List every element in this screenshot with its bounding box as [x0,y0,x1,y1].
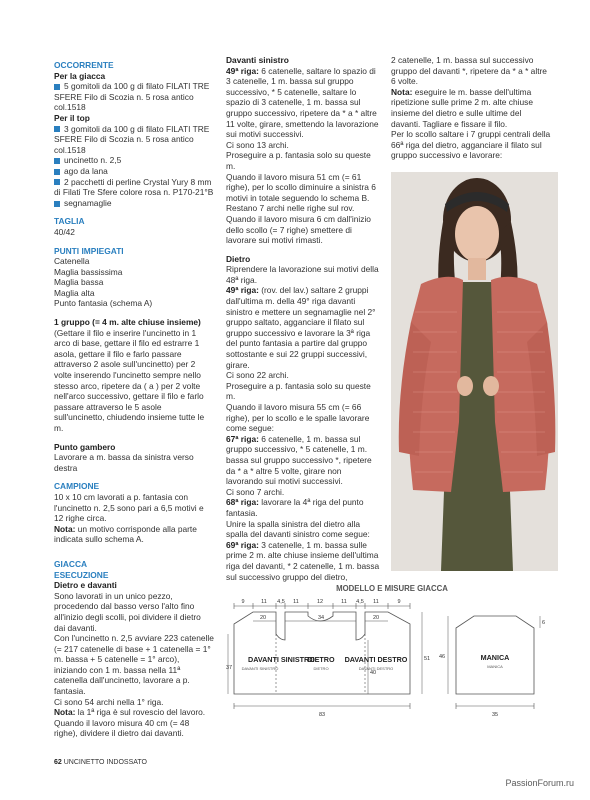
magazine-name: UNCINETTO INDOSSATO [63,759,147,766]
sub-davanti-destro: DAVANTI DESTRO [358,666,394,671]
body-text: Unire la spalla sinistra del dietro alla spalla del davanti sinistro come segue: [226,518,370,540]
campione-nota: Nota: un motivo corrisponde alla parte indicata sullo schema A. [54,523,197,545]
sleeve-height-measure: 46 [439,654,446,660]
needle-item: ago da lana [54,166,214,177]
giacca-yarn: 5 gomitoli da 100 g di filato FILATI TRE SFERE Filo di Scozia n. 5 rosa antico col.1518 [54,81,210,113]
body-text: Proseguire a p. fantasia solo su queste m. [226,380,371,402]
body-outline [234,612,410,694]
occorrente-title: OCCORRENTE [54,60,114,70]
top-measure: 11 [341,599,347,605]
model-illustration [391,172,558,571]
body-text: Proseguire a p. fantasia solo su queste m. [226,150,371,171]
gambero-text: Lavorare a m. bassa da sinistra verso destra [54,452,194,473]
column-middle [226,55,380,582]
column-right [391,55,551,161]
top-measure: 11 [373,599,379,605]
punti-item: Maglia alta [54,287,95,298]
label-manica: MANICA [480,653,510,662]
body-text: Riprendere la lavorazione sui motivi della 48ª riga. [226,264,379,285]
sub-manica: MANICA [487,664,503,669]
taglia-title: TAGLIA [54,216,85,227]
esecuzione-title: ESECUZIONE [54,569,109,580]
dietro-text: Sono lavorati in un unico pezzo, procedendo dal basso verso l'alto fino all'inizio degli scolli, poi dividere il dietro dai davanti. [54,590,201,633]
top-measure: 9 [241,599,245,605]
body-text: Ci sono 13 archi. [226,139,289,150]
markers-item: segnamaglie [54,198,214,209]
column-left [54,60,214,739]
body-text: Ci sono 7 archi. [226,486,285,497]
dietro-text: Quando il lavoro misura 40 cm (= 48 righe), dividere il dietro dai davanti. [54,717,190,739]
watermark: PassionForum.ru [505,778,574,788]
riga-68: 68ª riga: lavorare la 4ª riga del punto fantasia. [226,497,364,518]
body-text: Ci sono 22 archi. [226,370,289,381]
sub-davanti-sinistro: DAVANTI SINISTRO [241,666,279,671]
top-measure: 11 [261,599,267,605]
body-text: Quando il lavoro misura 55 cm (= 66 righe), per lo scollo e le spalle lavorare come segue: [226,402,370,434]
gambero-head: Punto gambero [54,441,116,452]
dietro-davanti-head: Dietro e davanti [54,580,117,591]
body-text: Per lo scollo saltare i 7 gruppi centrali della 66ª riga del dietro, agganciare il filato sul gruppo successivo e lavorare: [391,129,551,161]
beads-item: 2 pacchetti di perline Crystal Yury 8 mm di Filati Tre Sfere colore rosa n. P170-21°B [54,176,214,198]
riga-49-dietro: 49ª riga: (rov. del lav.) saltare 2 gruppi dall'ultima m. della 49° riga davanti sinistro e mettere un segnamaglie nel 2° gruppo saltato, agganciare il filato sul gruppo successivo e lavorare la 3ª riga del punto fantasia a partire dal gruppo sottostante e sui 22 gruppi successivi, girare. [226,285,376,370]
height-left-measure: 37 [226,665,233,671]
sub-dietro: DIETRO [313,666,329,671]
dietro-head: Dietro [226,253,251,264]
riga-49: 49ª riga: 6 catenelle, saltare lo spazio di 3 catenelle, 1 m. bassa sul gruppo successivo, * 5 catenelle, saltare lo spazio di 3 catenelle, 1 m. bassa sul gruppo successivo, ripetere da * a * altre 11 volte, girare, smettendo la lavorazione sui motivi successivi. [226,65,379,140]
label-davanti-sinistro: DAVANTI SINISTRO [248,655,315,664]
dietro-text: Ci sono 54 archi nella 1° riga. [54,696,164,707]
bullet-square-icon [54,201,60,207]
top-measure: 9 [397,599,401,605]
model-photo [391,172,558,571]
dietro-text: Con l'uncinetto n. 2,5 avviare 223 catenelle (= 217 catenelle di base + 1 catenella = 1° m. bassa + 5 catenelle = 1° arco), iniziando con 1 m. bassa nella 11ª catenella dall'uncinetto, lavorare a p. fantasia. [54,633,214,697]
bullet-square-icon [54,169,60,175]
top-materials-head: Per il top [54,112,90,123]
bullet-square-icon [54,179,60,185]
label-davanti-destro: DAVANTI DESTRO [344,655,408,664]
top-measure: 12 [316,599,324,605]
dietro-nota: Nota: la 1ª riga è sul rovescio del lavoro. [54,707,206,718]
bullet-square-icon [54,158,60,164]
label-dietro: DIETRO [307,655,335,664]
punti-item: Catenella [54,256,90,267]
riga-69: 69ª riga: 3 catenelle, 1 m. bassa sulle prime 2 m. alte chiuse insieme dell'ultima riga del davanti, * 2 catenelle, 1 m. bassa sul successivo gruppo del dietro, [226,539,380,582]
body-text: Restano 7 archi nelle righe sul rov. [226,203,355,214]
bottom-width-measure: 83 [318,712,326,718]
top-measure: 4,5 [356,599,364,605]
campione-text: 10 x 10 cm lavorati a p. fantasia con l'uncinetto n. 2,5 sono pari a 6,5 motivi e 12 righe circa. [54,491,204,524]
page-number: 62 [54,759,62,766]
height-mid-measure: 40 [370,670,377,676]
gruppo-text: (Gettare il filo e inserire l'uncinetto in 1 arco di base, gettare il filo ed estrarre 1 asola, gettare il filo e farlo passare attraverso 2 asole sull'uncinetto) per 2 volte inserendo l'uncinetto sempre nello stesso arco, ripetere da ( a ) per 2 volte nell'arco successivo, gettare il filo e farlo passare attraverso le 5 asole sull'uncinetto, chiudendo insieme tutte le m. [54,327,205,433]
hook-item: uncinetto n. 2,5 [54,155,214,166]
body-text: 2 catenelle, 1 m. bassa sul successivo gruppo del davanti *, ripetere da * a * altre 6 volte. [391,55,547,87]
gruppo-head: 1 gruppo (= 4 m. alte chiuse insieme) [54,317,201,328]
riga-67: 67ª riga: 6 catenelle, 1 m. bassa sul gruppo successivo, * 5 catenelle, 1 m. bassa sul gruppo successivo *, ripetere da * a * altre 5 volte, girare non lavorando sui motivi successivi. [226,433,372,487]
campione-title: CAMPIONE [54,481,100,492]
punti-item: Maglia bassissima [54,266,123,277]
punti-item: Maglia bassa [54,277,104,288]
top-measure: 4,5 [277,599,285,605]
page-footer [54,759,147,766]
sleeve-top-measure: 6 [542,620,546,626]
giacca-title: GIACCA [54,558,88,569]
punti-item: Punto fantasia (schema A) [54,298,153,309]
diagram-title: MODELLO E MISURE GIACCA [336,584,448,593]
body-text: Quando il lavoro misura 6 cm dall'inizio dello scollo (= 7 righe) smettere di lavorare sui motivi rimasti. [226,213,371,246]
punti-title: PUNTI IMPIEGATI [54,245,124,256]
top-measure: 11 [293,599,299,605]
body-text: Quando il lavoro misura 51 cm (= 61 righe), per lo scollo diminuire a sinistra 6 motivi in totale seguendo lo schema B. [226,171,376,203]
giacca-materials-head: Per la giacca [54,70,106,81]
top-yarn: 3 gomitoli da 100 g di filato FILATI TRE SFERE Filo di Scozia n. 5 rosa antico col.1518 [54,123,210,155]
sleeve-width-measure: 35 [491,712,499,718]
taglia-value: 40/42 [54,226,75,237]
bullet-square-icon [54,126,60,132]
nota-text: Nota: eseguire le m. basse dell'ultima ripetizione sulle prime 2 m. alte chiuse insieme del dietro e sulle ultime del davanti. Tagliare e fissare il filo. [391,86,533,129]
neck-center-measure: 34 [317,615,325,621]
neck-left-measure: 20 [259,615,267,621]
davanti-sinistro-head: Davanti sinistro [226,55,289,65]
pattern-schematic [226,594,558,744]
neck-right-measure: 20 [372,615,380,621]
bullet-square-icon [54,84,60,90]
height-right-measure: 51 [424,656,431,662]
